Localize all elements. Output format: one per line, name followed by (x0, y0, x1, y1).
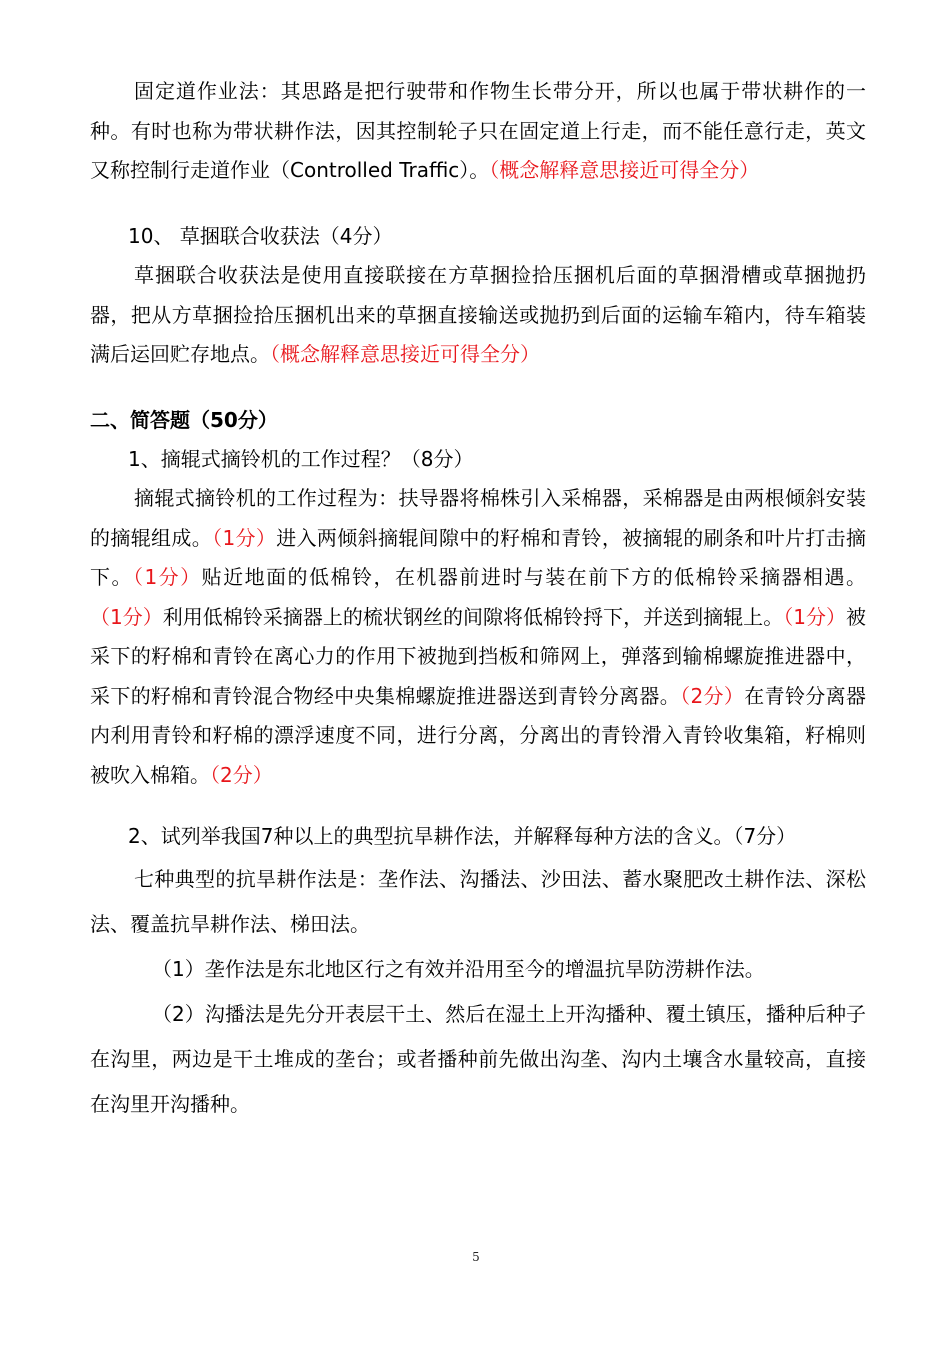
section-title: 二、简答题（50分） (90, 407, 278, 432)
scoring-note: （概念解释意思接近可得全分） (489, 158, 760, 182)
answer-text: 贴近地面的低棉铃，在机器前进时与装在前下方的低棉铃采摘器相遇。 (201, 565, 867, 589)
short-answer-2-item-1: （1）垄作法是东北地区行之有效并沿用至今的增温抗旱防涝耕作法。 (152, 956, 765, 981)
question-10-answer (90, 256, 866, 375)
fixed-track-text: 固定道作业法：其思路是把行驶带和作物生长带分开，所以也属于带状耕作的一种。有时也称为带状耕作法，因其控制轮子只在固定道上行走，而不能任意行走，英文又称控制行走道作业（Controlled Traffic）。 (90, 79, 866, 182)
question-10-title: 10、 草捆联合收获法（4分） (128, 223, 393, 248)
score-mark: （1分） (783, 604, 846, 629)
answer-text: 被采下的籽棉和青铃在离心力的作用下被抛到挡板和筛网上，弹落到输棉螺旋推进器中，采下的籽棉和青铃混合物经中央集棉螺旋推进器送到青铃分离器。 (90, 604, 866, 708)
page-number: 5 (472, 1250, 480, 1264)
answer-text: 进入两倾斜摘辊间隙中的籽棉和青铃，被摘辊的刷条和叶片打击摘下。 (90, 525, 867, 589)
answer-text: 在青铃分离器内利用青铃和籽棉的漂浮速度不同，进行分离，分离出的青铃滑入青铃收集箱，籽棉则被吹入棉箱。 (90, 683, 866, 787)
short-answer-2-title: 2、试列举我国7种以上的典型抗旱耕作法，并解释每种方法的含义。（7分） (128, 824, 797, 848)
score-mark: （2分） (680, 683, 745, 708)
score-mark: （1分） (90, 604, 163, 629)
short-answer-2-item-2: （2）沟播法是先分开表层干土、然后在湿土上开沟播种、覆土镇压，播种后种子在沟里，两边是干土堆成的垄台；或者播种前先做出沟垄、沟内土壤含水量较高，直接在沟里开沟播种。 (90, 1001, 866, 1116)
question-10-text: 草捆联合收获法是使用直接联接在方草捆捡拾压捆机后面的草捆滑槽或草捆抛扔器，把从方草捆捡拾压捆机出来的草捆直接输送或抛扔到后面的运输车箱内，待车箱装满后运回贮存地点。 (90, 263, 866, 366)
score-mark: （1分） (132, 565, 202, 589)
answer-text: 摘辊式摘铃机的工作过程为：扶导器将棉株引入采棉器，采棉器是由两根倾斜安装的摘辊组成。 (90, 486, 866, 550)
short-answer-1-body (90, 479, 866, 795)
short-answer-2-intro: 七种典型的抗旱耕作法是：垄作法、沟播法、沙田法、蓄水聚肥改土耕作法、深松法、覆盖抗旱耕作法、梯田法。 (90, 866, 866, 936)
score-mark: （1分） (212, 525, 277, 550)
score-mark: （2分） (210, 762, 273, 787)
document-page (90, 72, 866, 1127)
short-answer-1-title: 1、摘辊式摘铃机的工作过程？（8分） (128, 446, 474, 471)
scoring-note: （概念解释意思接近可得全分） (270, 342, 540, 366)
answer-text: 利用低棉铃采摘器上的梳状钢丝的间隙将低棉铃捋下，并送到摘辊上。 (162, 604, 784, 629)
fixed-track-paragraph (90, 72, 866, 191)
